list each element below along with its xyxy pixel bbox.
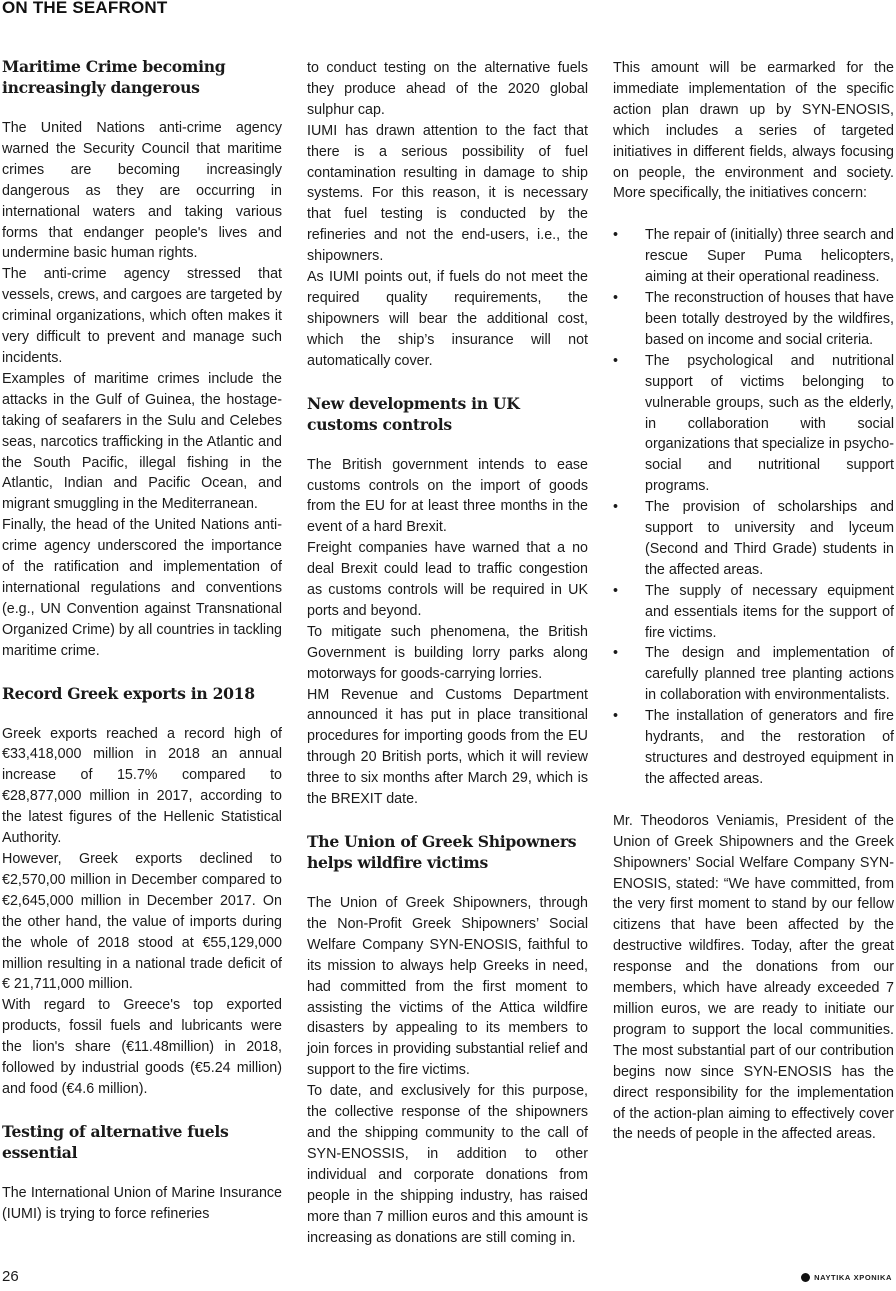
list-item [613,225,894,288]
list-item [613,288,894,351]
article-greek-exports [2,683,282,1100]
list-item-text: The repair of (initially) three search and rescue Super Puma helicopters, aiming at their operational readiness. [645,227,894,286]
article-heading: New developments in UK customs controls [307,393,520,434]
article-uk-customs [307,393,588,810]
paragraph: The Union of Greek Shipowners, through the Non-Profit Greek Shipowners’ Social Welfare Company SYN-ENOSIS, faithful to its mission to always help Greeks in need, had committed from the first moment to assisting the victims of the Attica wildfire disasters by appealing to its members to join forces in providing substantial relief and support to the fire victims. [307,895,588,1079]
paragraph: Freight companies have warned that a no deal Brexit could lead to traffic congestion as customs controls will be required in UK ports and beyond. [307,540,588,619]
bullet-icon: • [613,352,619,369]
section-header: ON THE SEAFRONT [2,0,168,17]
column-2 [307,58,588,1269]
bullet-icon: • [613,499,619,516]
list-item [613,497,894,581]
paragraph: The International Union of Marine Insurance (IUMI) is trying to force refineries [2,1184,282,1222]
bullet-icon: • [613,582,619,599]
article-heading: Record Greek exports in 2018 [2,683,255,703]
article-wildfire-victims [307,831,588,1248]
bullet-icon: • [613,645,619,662]
paragraph: HM Revenue and Customs Department announced it has put in place transitional procedures for importing goods from the EU through 20 British ports, which it will review three to six months after March 29, which is the BREXIT date. [307,686,588,808]
list-item-text: The provision of scholarships and support to university and lyceum (Second and Third Grade) students in the affected areas. [645,499,894,578]
brand-logo-icon [801,1273,810,1282]
paragraph: to conduct testing on the alternative fuels they produce ahead of the 2020 global sulphur cap. [307,60,588,118]
paragraph: This amount will be earmarked for the immediate implementation of the specific action plan drawn up by SYN-ENOSIS, which includes a series of targeted initiatives in different fields, always focusing on people, the environment and society. More specifically, the initiatives concern: [613,60,894,202]
list-item-text: The supply of necessary equipment and essentials items for the support of fire victims. [645,582,894,641]
paragraph: To mitigate such phenomena, the British Government is building lorry parks along motorways for goods-carrying lorries. [307,623,588,682]
bullet-icon: • [613,290,619,307]
list-item-text: The reconstruction of houses that have been totally destroyed by the wildfires, based on income and social criteria. [645,290,894,348]
paragraph: Mr. Theodoros Veniamis, President of the Union of Greek Shipowners and the Greek Shipowners’ Social Welfare Company SYN-ENOSIS, stated: “We have committed, from the very first moment to stand by our fellow citizens that have been affected by the destructive wildfires. Today, after the great response and the donations from our members, which have already exceeded 7 million euros, we are ready to initiate our program to support the local communities. The most substantial part of our contribution begins now since SYN-ENOSIS has the direct responsibility for the implementation of the action-plan aiming to effectively cover the needs of people in the affected areas. [613,812,894,1143]
bullet-icon: • [613,708,619,725]
list-item-text: The installation of generators and fire hydrants, and the restoration of structures and destroyed equipment in the affected areas. [645,708,894,787]
article-alternative-fuels-continued [307,58,588,372]
initiatives-list [613,225,894,789]
paragraph: The anti-crime agency stressed that vessels, crews, and cargoes are targeted by criminal organizations, which often makes it very difficult to prevent and manage such incidents. [2,266,282,366]
paragraph: As IUMI points out, if fuels do not meet the required quality requirements, the shipowners will bear the additional cost, which the ship’s insurance will not automatically cover. [307,269,588,369]
publication-brand [801,1273,892,1282]
article-heading: Testing of alternative fuels essential [2,1121,229,1162]
list-item [613,581,894,644]
column-3 [613,58,894,1145]
paragraph: Greek exports reached a record high of €33,418,000 million in 2018 an annual increase of 15.7% compared to €28,877,000 million in 2017, according to the latest figures of the Hellenic Statistical Authority. [2,725,282,847]
paragraph: Examples of maritime crimes include the attacks in the Gulf of Guinea, the hostage-taking of seafarers in the Sulu and Celebes seas, narcotics trafficking in the Atlantic and the South Pacific, illegal fishing in the Atlantic, Indian and Pacific Ocean, and migrant smuggling in the Mediterranean. [2,370,282,513]
column-1 [2,56,282,1246]
article-heading: Maritime Crime becoming increasingly dangerous [2,57,226,97]
list-item-text: The psychological and nutritional support of victims belonging to vulnerable groups, such as the elderly, in collaboration with social organizations that specialize in psycho-social and nutritional support programs. [645,352,894,495]
paragraph: To date, and exclusively for this purpose, the collective response of the shipowners and the shipping community to the call of SYN-ENOSSIS, in addition to other individual and corporate donations from people in the shipping industry, has raised more than 7 million euros and this amount is increasing as donations are still coming in. [307,1083,588,1246]
paragraph: With regard to Greece's top exported products, fossil fuels and lubricants were the lion's share (€11.48million) in 2018, followed by industrial goods (€5.24 million) and food (€4.6 million). [2,997,282,1097]
bullet-icon: • [613,227,619,244]
brand-name: ΝΑΥΤΙΚΑ ΧΡΟΝΙΚΑ [814,1273,892,1282]
paragraph: Finally, the head of the United Nations anti-crime agency underscored the importance of the ratification and implementation of international regulations and conventions (e.g., UN Convention against Transnational Organized Crime) by all countries in tackling maritime crime. [2,517,282,659]
paragraph: The British government intends to ease customs controls on the import of goods from the EU for at least three months in the event of a hard Brexit. [307,456,588,536]
list-item [613,643,894,706]
list-item-text: The design and implementation of carefully planned tree planting actions in collaboration with environmentalists. [645,645,894,704]
list-item [613,351,894,497]
list-item [613,706,894,790]
article-maritime-crime [2,56,282,662]
page-number: 26 [2,1268,19,1285]
paragraph: IUMI has drawn attention to the fact that there is a serious possibility of fuel contamination resulting in damage to ship systems. For this reason, it is necessary that fuel testing is conducted by the refineries and not the end-users, i.e., the shipowners. [307,122,588,265]
paragraph: However, Greek exports declined to €2,570,00 million in December compared to €2,645,000 million in December 2017. On the other hand, the value of imports during the whole of 2018 stood at €55,129,000 million resulting in a national trade deficit of € 21,711,000 million. [2,851,282,993]
article-alternative-fuels [2,1121,282,1225]
paragraph: The United Nations anti-crime agency warned the Security Council that maritime crimes are becoming increasingly dangerous as they are occurring in international waters and taking various forms that endanger people's lives and undermine basic human rights. [2,120,282,262]
article-heading: The Union of Greek Shipowners helps wildfire victims [307,832,577,872]
